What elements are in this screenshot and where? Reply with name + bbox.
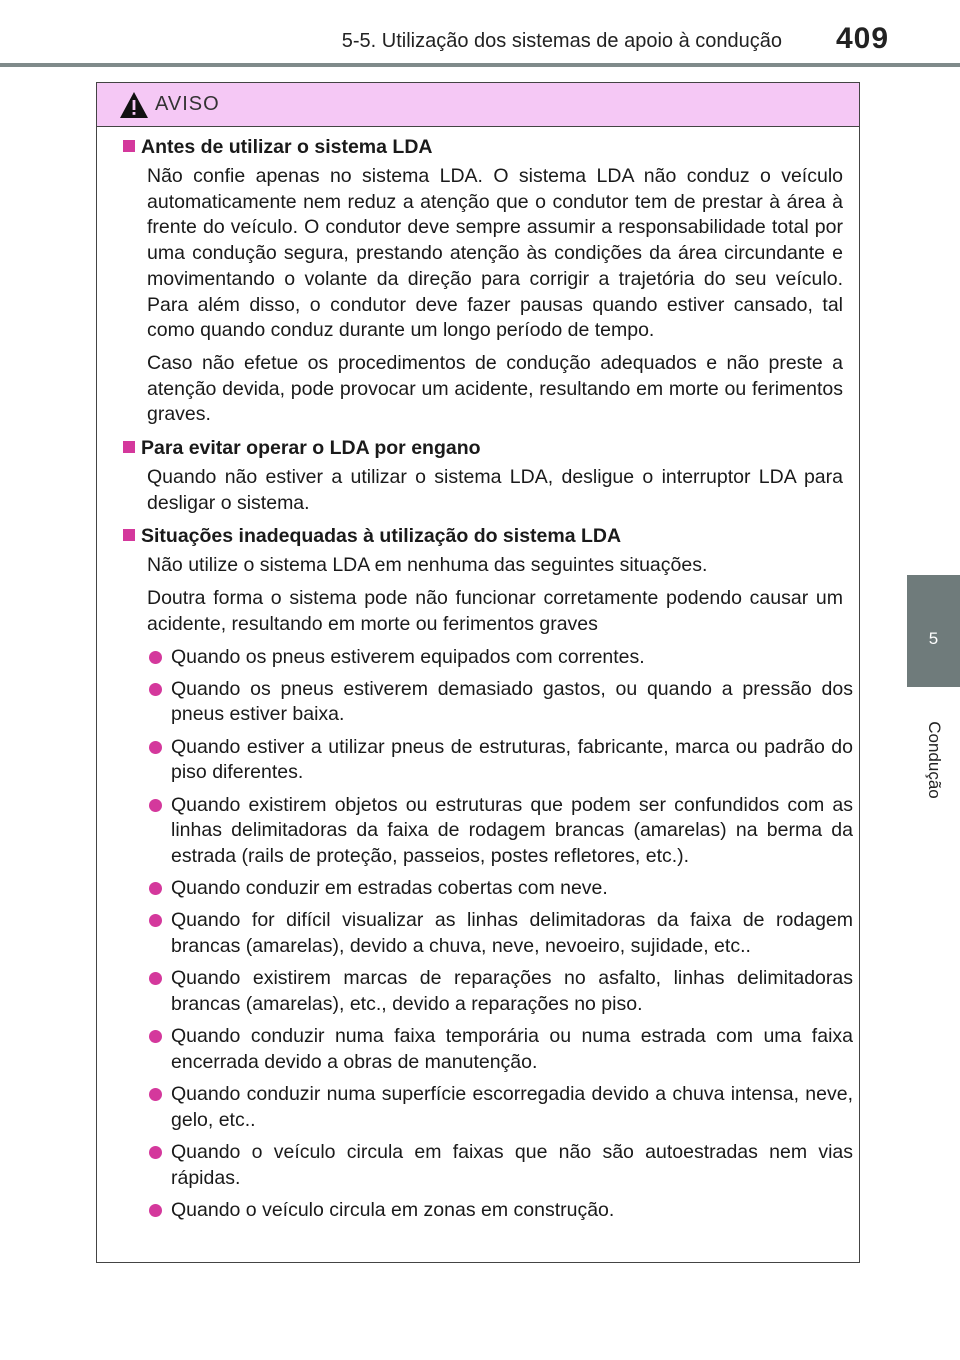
round-bullet-icon bbox=[149, 741, 162, 754]
section-inadequate-situations bbox=[123, 524, 853, 1223]
paragraph: Quando não estiver a utilizar o sistema LDA, desligue o interruptor LDA para desligar o sistema. bbox=[147, 466, 843, 514]
list-item: Quando os pneus estiverem equipados com correntes. bbox=[123, 645, 853, 671]
section-title: 5-5. Utilização dos sistemas de apoio à condução bbox=[341, 30, 782, 52]
paragraph: Caso não efetue os procedimentos de condução adequados e não preste a atenção devida, pode provocar um acidente, resultando em morte ou ferimentos graves. bbox=[147, 351, 843, 426]
chapter-number: 5 bbox=[928, 629, 939, 648]
square-bullet-icon bbox=[123, 441, 135, 453]
warning-triangle-icon bbox=[119, 91, 149, 119]
section-heading: Situações inadequadas à utilização do sistema LDA bbox=[123, 524, 853, 549]
chapter-label-container bbox=[907, 687, 960, 832]
round-bullet-icon bbox=[149, 914, 162, 927]
paragraph: Não confie apenas no sistema LDA. O sistema LDA não conduz o veículo automaticamente nem reduz a atenção que o condutor tem de prestar à área à frente do veículo. O condutor deve sempre assumir a responsabilidade total por uma condução segura, prestando atenção às condições da área circundante e movimentando o volante da direção para corrigir a trajetória do seu veículo. Para além disso, o condutor deve fazer pausas quando estiver cansado, tal como quando conduz durante um longo período de tempo. bbox=[147, 165, 843, 342]
list-item: Quando for difícil visualizar as linhas delimitadoras da faixa de rodagem brancas (amarelas), devido a chuva, neve, nevoeiro, sujidade, etc.. bbox=[123, 908, 853, 959]
paragraph: Não utilize o sistema LDA em nenhuma das seguintes situações. bbox=[147, 554, 708, 577]
section-heading: Para evitar operar o LDA por engano bbox=[123, 436, 853, 461]
round-bullet-icon bbox=[149, 683, 162, 696]
list-item: Quando o veículo circula em zonas em construção. bbox=[123, 1198, 853, 1224]
list-item: Quando o veículo circula em faixas que não são autoestradas nem vias rápidas. bbox=[123, 1140, 853, 1191]
list-item: Quando conduzir em estradas cobertas com neve. bbox=[123, 876, 853, 902]
round-bullet-icon bbox=[149, 972, 162, 985]
warning-body bbox=[97, 127, 859, 1224]
header-rule bbox=[0, 63, 960, 67]
section-before-using-lda bbox=[123, 135, 853, 428]
list-item: Quando conduzir numa faixa temporária ou numa estrada com uma faixa encerrada devido a obras de manutenção. bbox=[123, 1024, 853, 1075]
round-bullet-icon bbox=[149, 1088, 162, 1101]
situation-list bbox=[123, 645, 853, 1224]
section-heading: Antes de utilizar o sistema LDA bbox=[123, 135, 853, 160]
warning-header bbox=[97, 83, 859, 127]
list-item: Quando conduzir numa superfície escorregadia devido a chuva intensa, neve, gelo, etc.. bbox=[123, 1082, 853, 1133]
round-bullet-icon bbox=[149, 1146, 162, 1159]
round-bullet-icon bbox=[149, 651, 162, 664]
list-item: Quando os pneus estiverem demasiado gastos, ou quando a pressão dos pneus estiver baixa. bbox=[123, 677, 853, 728]
square-bullet-icon bbox=[123, 140, 135, 152]
warning-box bbox=[96, 82, 860, 1263]
list-item: Quando existirem marcas de reparações no asfalto, linhas delimitadoras brancas (amarelas), etc., devido a reparações no piso. bbox=[123, 966, 853, 1017]
paragraph: Doutra forma o sistema pode não funcionar corretamente podendo causar um acidente, resultando em morte ou ferimentos graves bbox=[147, 587, 843, 635]
list-item: Quando existirem objetos ou estruturas que podem ser confundidos com as linhas delimitadoras da faixa de rodagem brancas (amarelas) na berma da estrada (rails de proteção, passeios, postes refletores, etc.). bbox=[123, 793, 853, 870]
chapter-tab bbox=[907, 575, 960, 687]
warning-label: AVISO bbox=[155, 93, 220, 115]
list-item: Quando estiver a utilizar pneus de estruturas, fabricante, marca ou padrão do piso diferentes. bbox=[123, 735, 853, 786]
round-bullet-icon bbox=[149, 799, 162, 812]
page-number: 409 bbox=[836, 22, 890, 55]
chapter-label: Condução bbox=[924, 720, 944, 799]
square-bullet-icon bbox=[123, 529, 135, 541]
round-bullet-icon bbox=[149, 882, 162, 895]
section-avoid-accidental-operation bbox=[123, 436, 853, 516]
round-bullet-icon bbox=[149, 1030, 162, 1043]
round-bullet-icon bbox=[149, 1204, 162, 1217]
